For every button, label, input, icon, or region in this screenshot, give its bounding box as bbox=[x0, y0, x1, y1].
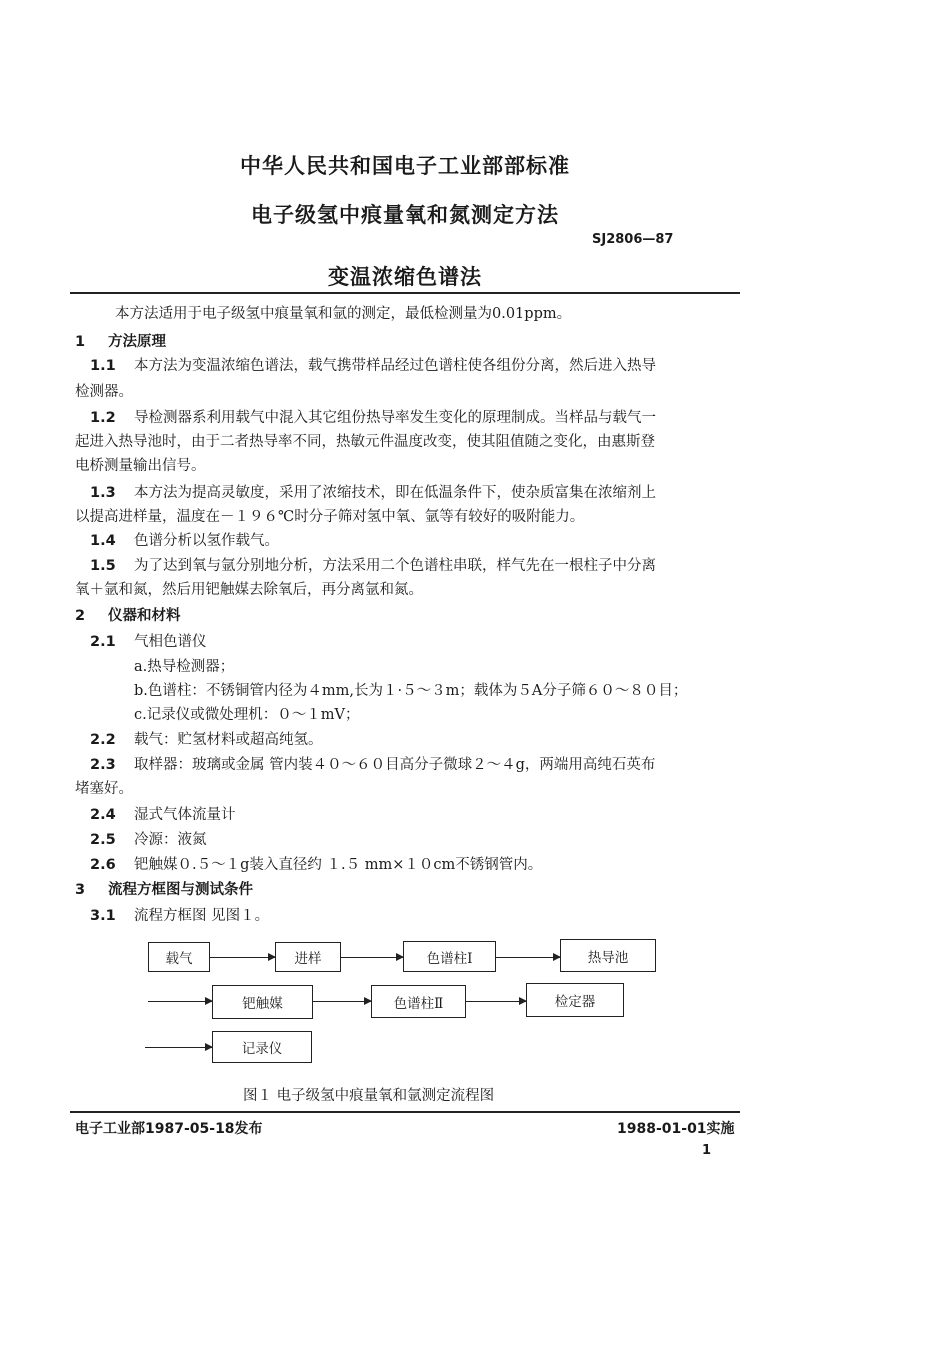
section-number: 2 bbox=[75, 608, 86, 624]
clause-1-1 bbox=[90, 354, 656, 375]
section-number: 1 bbox=[75, 334, 86, 350]
intro-paragraph: 本方法适用于电子级氢中痕量氧和氩的测定，最低检测量为0.01ppm。 bbox=[115, 306, 572, 322]
section-title: 流程方框图与测试条件 bbox=[108, 882, 253, 898]
clause-number: 2.2 bbox=[90, 732, 116, 748]
clause-number: 2.1 bbox=[90, 634, 116, 650]
clause-text: 导检测器系利用载气中混入其它组份热导率发生变化的原理制成。当样品与载气一 bbox=[134, 410, 656, 426]
header-rule bbox=[70, 292, 740, 294]
clause-1-3 bbox=[90, 481, 656, 502]
clause-3-1 bbox=[90, 904, 269, 925]
recorder-box: 记录仪 bbox=[212, 1031, 312, 1063]
clause-text: 气相色谱仪 bbox=[134, 634, 207, 650]
clause-1-2 bbox=[90, 406, 656, 427]
clause-1-5-cont: 氧＋氩和氮，然后用钯触媒去除氧后，再分离氩和氮。 bbox=[75, 582, 423, 598]
doc-title: 电子级氢中痕量氧和氮测定方法 bbox=[251, 203, 559, 227]
clause-number: 1.3 bbox=[90, 485, 116, 501]
figure-caption: 图１ 电子级氢中痕量氧和氩测定流程图 bbox=[243, 1088, 495, 1104]
footer-rule bbox=[70, 1111, 740, 1113]
pd-catalyst-box: 钯触媒 bbox=[212, 985, 313, 1019]
section-title: 仪器和材料 bbox=[108, 608, 181, 624]
clause-number: 2.5 bbox=[90, 832, 116, 848]
flow-arrow bbox=[145, 1047, 212, 1048]
flow-arrow bbox=[148, 1001, 212, 1002]
clause-1-4 bbox=[90, 529, 279, 550]
clause-text: 湿式气体流量计 bbox=[134, 807, 236, 823]
page-number: 1 bbox=[702, 1143, 712, 1158]
clause-number: 2.3 bbox=[90, 757, 116, 773]
section-1-heading bbox=[75, 330, 166, 351]
clause-number: 2.6 bbox=[90, 857, 116, 873]
clause-2-3 bbox=[90, 753, 655, 774]
standard-code: SJ2806—87 bbox=[592, 232, 674, 247]
clause-text: 流程方框图 见图１。 bbox=[134, 908, 270, 924]
clause-1-2-cont2: 电桥测量输出信号。 bbox=[75, 458, 206, 474]
column-2-box: 色谱柱Ⅱ bbox=[371, 985, 466, 1018]
clause-text: 本方法为变温浓缩色谱法，载气携带样品经过色谱柱使各组份分离，然后进入热导 bbox=[134, 358, 656, 374]
clause-2-2 bbox=[90, 728, 323, 749]
column-1-box: 色谱柱Ⅰ bbox=[403, 941, 496, 972]
clause-text: 取样器：玻璃或金属 管内装４０～６０目高分子微球２～４g，两端用高纯石英布 bbox=[134, 757, 656, 773]
clause-2-1 bbox=[90, 630, 207, 651]
flow-arrow bbox=[466, 1001, 526, 1002]
thermal-conductivity-cell-box: 热导池 bbox=[560, 939, 656, 972]
clause-number: 1.2 bbox=[90, 410, 116, 426]
clause-text: 冷源：液氮 bbox=[134, 832, 207, 848]
clause-1-1-cont: 检测器。 bbox=[75, 384, 133, 400]
clause-2-5 bbox=[90, 828, 207, 849]
clause-text: 载气：贮氢材料或超高纯氢。 bbox=[134, 732, 323, 748]
clause-text: 为了达到氧与氩分别地分析，方法采用二个色谱柱串联，样气先在一根柱子中分离 bbox=[134, 558, 656, 574]
clause-2-6 bbox=[90, 853, 542, 874]
clause-number: 1.1 bbox=[90, 358, 116, 374]
clause-1-3-cont: 以提高进样量，温度在－１９６℃时分子筛对氢中氧、氩等有较好的吸附能力。 bbox=[75, 509, 585, 525]
section-title: 方法原理 bbox=[108, 334, 166, 350]
injection-box: 进样 bbox=[275, 942, 341, 972]
detector-box: 检定器 bbox=[526, 983, 624, 1017]
clause-2-4 bbox=[90, 803, 236, 824]
clause-2-1-a: a.热导检测器； bbox=[134, 659, 235, 675]
flow-arrow bbox=[210, 957, 275, 958]
clause-2-1-b: b.色谱柱：不锈铜管内径为４mm,长为１·５～３m；载体为５A分子筛６０～８０目； bbox=[134, 683, 688, 699]
section-2-heading bbox=[75, 604, 181, 625]
flow-arrow bbox=[496, 957, 560, 958]
flow-arrow bbox=[313, 1001, 371, 1002]
clause-text: 色谱分析以氢作载气。 bbox=[134, 533, 279, 549]
clause-2-3-cont: 堵塞好。 bbox=[75, 781, 133, 797]
clause-2-1-c: c.记录仪或微处理机：０～１mV； bbox=[134, 707, 360, 723]
section-number: 3 bbox=[75, 882, 86, 898]
issue-date: 电子工业部1987-05-18发布 bbox=[75, 1121, 263, 1137]
clause-1-2-cont: 起进入热导池时，由于二者热导率不同，热敏元件温度改变，使其阻值随之变化，由惠斯登 bbox=[75, 434, 655, 450]
section-3-heading bbox=[75, 878, 253, 899]
method-title: 变温浓缩色谱法 bbox=[328, 265, 482, 289]
clause-number: 2.4 bbox=[90, 807, 116, 823]
clause-number: 1.5 bbox=[90, 558, 116, 574]
clause-text: 钯触媒０.５～１g装入直径约 １.５ mm×１０cm不锈钢管内。 bbox=[134, 857, 543, 873]
clause-text: 本方法为提高灵敏度，采用了浓缩技术，即在低温条件下，使杂质富集在浓缩剂上 bbox=[134, 485, 656, 501]
effective-date: 1988-01-01实施 bbox=[617, 1121, 735, 1137]
clause-1-5 bbox=[90, 554, 656, 575]
clause-number: 1.4 bbox=[90, 533, 116, 549]
flow-arrow bbox=[341, 957, 403, 958]
clause-number: 3.1 bbox=[90, 908, 116, 924]
org-title: 中华人民共和国电子工业部部标准 bbox=[240, 154, 570, 178]
carrier-gas-box: 载气 bbox=[148, 942, 210, 972]
